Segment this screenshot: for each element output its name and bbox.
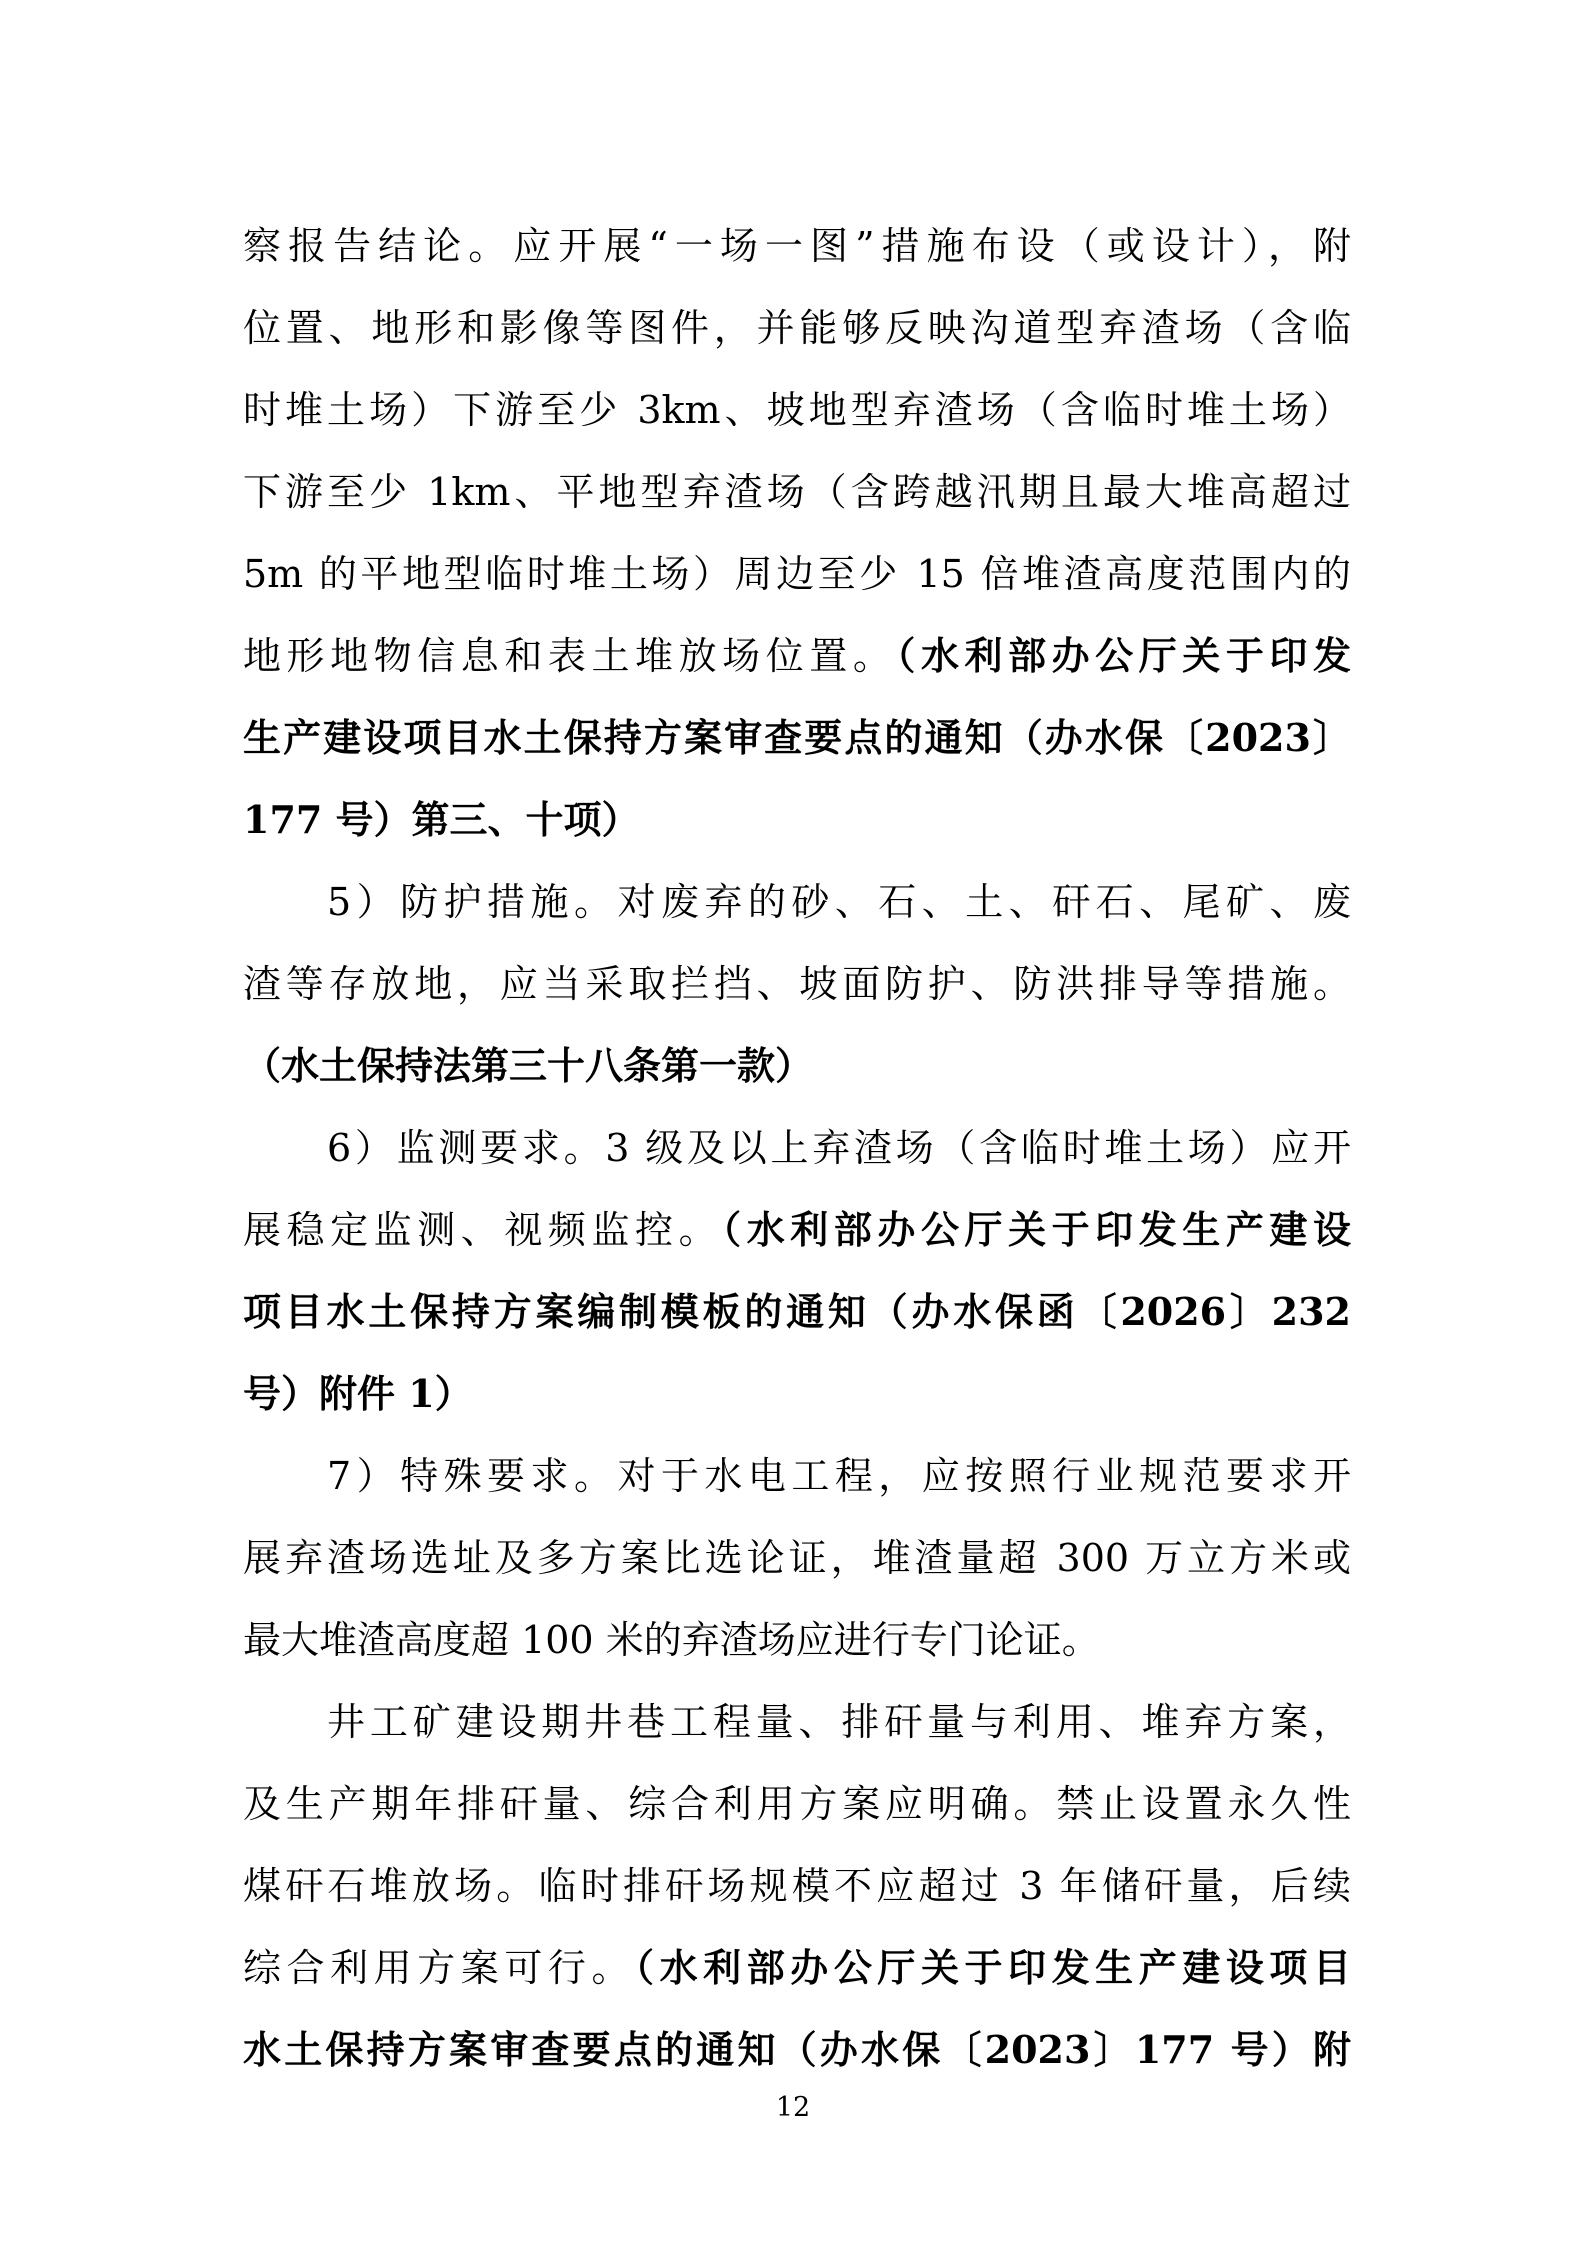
body-run: 察报告结论。应开展“一场一图”措施布设（或设计），附 <box>243 224 1351 268</box>
text-line <box>243 533 1351 615</box>
text-line <box>243 1189 1351 1271</box>
body-run: 5m 的平地型临时堆土场）周边至少 15 倍堆渣高度范围内的 <box>243 552 1351 596</box>
body-run: 煤矸石堆放场。临时排矸场规模不应超过 3 年储矸量，后续 <box>243 1864 1351 1908</box>
citation-text: 项目水土保持方案编制模板的通知（办水保函〔2026〕232 <box>243 1289 1351 1334</box>
text-line <box>243 1599 1351 1681</box>
text-line <box>243 1107 1351 1189</box>
text-line <box>243 1435 1351 1517</box>
text-line <box>243 451 1351 533</box>
body-run: 展弃渣场选址及多方案比选论证，堆渣量超 300 万立方米或 <box>243 1536 1351 1580</box>
body-run: 时堆土场）下游至少 3km、坡地型弃渣场（含临时堆土场） <box>243 388 1351 432</box>
citation-text: （水利部办公厅关于印发生产建设项目 <box>635 1945 1351 1990</box>
text-line <box>243 287 1351 369</box>
body-run: 综合利用方案可行。 <box>243 1946 636 1990</box>
text-line <box>243 1271 1351 1353</box>
body-run: 最大堆渣高度超 100 米的弃渣场应进行专门论证。 <box>243 1618 1100 1662</box>
citation-text: 177 号）第三、十项） <box>243 797 640 842</box>
citation-text: （水土保持法第三十八条第一款） <box>243 1043 814 1088</box>
text-line <box>243 1927 1351 2009</box>
text-line <box>243 369 1351 451</box>
text-line <box>243 615 1351 697</box>
text-line <box>243 779 1351 861</box>
text-line <box>243 1517 1351 1599</box>
body-run: 下游至少 1km、平地型弃渣场（含跨越汛期且最大堆高超过 <box>243 470 1351 514</box>
body-run: 6）监测要求。3 级及以上弃渣场（含临时堆土场）应开 <box>327 1126 1351 1170</box>
body-run: 渣等存放地，应当采取拦挡、坡面防护、防洪排导等措施。 <box>243 962 1351 1006</box>
text-line <box>243 1763 1351 1845</box>
body-run: 井工矿建设期井巷工程量、排矸量与利用、堆弃方案， <box>327 1700 1351 1744</box>
text-line <box>243 1025 1351 1107</box>
text-line <box>243 697 1351 779</box>
citation-text: 水土保持方案审查要点的通知（办水保〔2023〕177 号）附 <box>243 2027 1351 2072</box>
body-run: 位置、地形和影像等图件，并能够反映沟道型弃渣场（含临 <box>243 306 1351 350</box>
text-line <box>243 1353 1351 1435</box>
body-run: 5）防护措施。对废弃的砂、石、土、矸石、尾矿、废 <box>327 880 1351 924</box>
citation-text: 号）附件 1） <box>243 1371 473 1416</box>
body-run: 地形地物信息和表土堆放场位置。 <box>243 634 897 678</box>
text-line <box>243 205 1351 287</box>
body-text <box>243 205 1351 2091</box>
citation-text: （水利部办公厅关于印发 <box>896 633 1351 678</box>
body-run: 7）特殊要求。对于水电工程，应按照行业规范要求开 <box>327 1454 1351 1498</box>
body-run: 展稳定监测、视频监控。 <box>243 1208 723 1252</box>
text-line <box>243 2009 1351 2091</box>
text-line <box>243 1681 1351 1763</box>
text-line <box>243 861 1351 943</box>
text-line <box>243 1845 1351 1927</box>
body-run: 及生产期年排矸量、综合利用方案应明确。禁止设置永久性 <box>243 1782 1351 1826</box>
text-line <box>243 943 1351 1025</box>
citation-text: 生产建设项目水土保持方案审查要点的通知（办水保〔2023〕 <box>243 715 1351 760</box>
page-number: 12 <box>775 2092 811 2123</box>
citation-text: （水利部办公厅关于印发生产建设 <box>722 1207 1351 1252</box>
